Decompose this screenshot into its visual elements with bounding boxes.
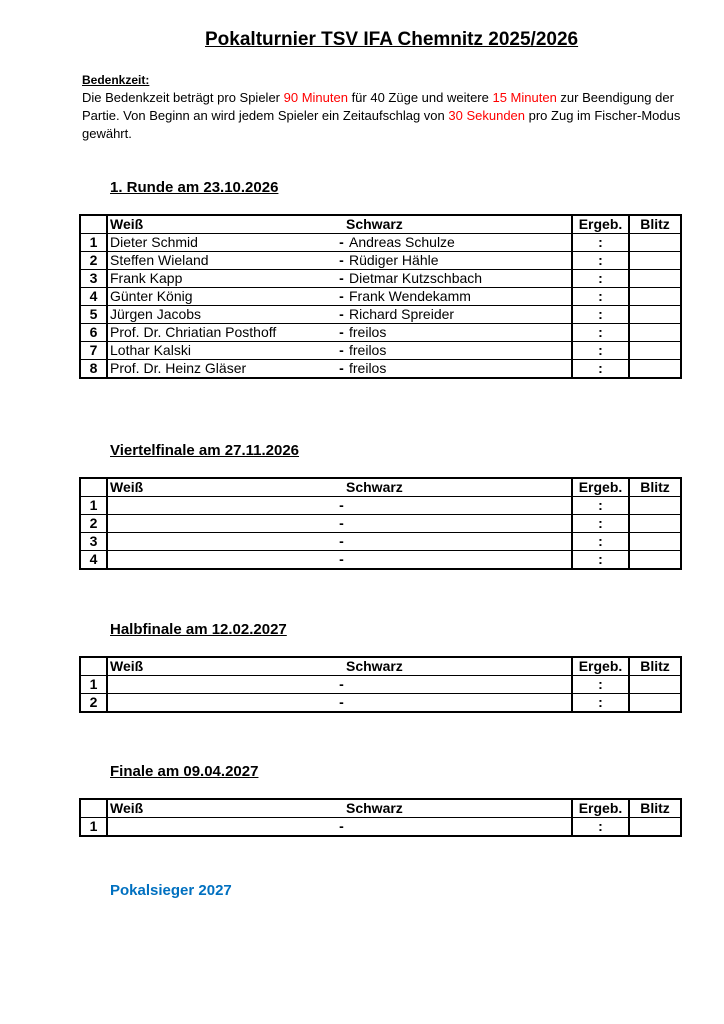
board-number: 2	[80, 252, 107, 270]
blitz-cell	[629, 306, 681, 324]
black-player	[347, 533, 572, 551]
white-player	[107, 676, 336, 694]
white-player	[107, 694, 336, 713]
pairing-separator: -	[336, 252, 347, 270]
black-player	[347, 676, 572, 694]
black-player: Rüdiger Hähle	[347, 252, 572, 270]
pairings-table	[79, 656, 682, 713]
bedenkzeit-text-part-4: pro Zug im Fischer-Modus gewährt.	[82, 108, 681, 141]
header-number	[80, 478, 107, 497]
table-row	[80, 676, 681, 694]
pairing-separator: -	[336, 497, 347, 515]
white-player: Lothar Kalski	[107, 342, 336, 360]
result-cell: :	[572, 551, 629, 570]
board-number: 3	[80, 270, 107, 288]
white-player: Prof. Dr. Chriatian Posthoff	[107, 324, 336, 342]
board-number: 5	[80, 306, 107, 324]
page-title: Pokalturnier TSV IFA Chemnitz 2025/2026	[205, 29, 579, 50]
bedenkzeit-value-1: 90 Minuten	[283, 90, 348, 105]
header-result: Ergeb.	[572, 215, 629, 234]
table-row	[80, 360, 681, 379]
header-result: Ergeb.	[572, 657, 629, 676]
black-player: freilos	[347, 324, 572, 342]
header-white: Weiß	[107, 657, 336, 676]
board-number: 1	[80, 497, 107, 515]
board-number: 1	[80, 676, 107, 694]
board-number: 8	[80, 360, 107, 379]
result-cell: :	[572, 497, 629, 515]
black-player: freilos	[347, 342, 572, 360]
pairing-separator: -	[336, 533, 347, 551]
bedenkzeit-text-part-2: für 40 Züge und weitere	[347, 90, 493, 105]
table-row	[80, 306, 681, 324]
white-player: Frank Kapp	[107, 270, 336, 288]
table-header-row	[80, 478, 681, 497]
black-player	[347, 694, 572, 713]
board-number: 2	[80, 515, 107, 533]
blitz-cell	[629, 252, 681, 270]
blitz-cell	[629, 342, 681, 360]
round-title: Viertelfinale am 27.11.2026	[110, 442, 300, 459]
black-player: Andreas Schulze	[347, 234, 572, 252]
pairing-separator: -	[336, 270, 347, 288]
pairing-separator: -	[336, 324, 347, 342]
board-number: 2	[80, 694, 107, 713]
pairing-separator: -	[336, 360, 347, 379]
white-player: Prof. Dr. Heinz Gläser	[107, 360, 336, 379]
round-title: Finale am 09.04.2027	[110, 763, 259, 780]
result-cell: :	[572, 676, 629, 694]
pairing-separator: -	[336, 234, 347, 252]
bedenkzeit-heading: Bedenkzeit:	[82, 73, 150, 87]
board-number: 4	[80, 551, 107, 570]
white-player: Dieter Schmid	[107, 234, 336, 252]
header-result: Ergeb.	[572, 478, 629, 497]
white-player: Steffen Wieland	[107, 252, 336, 270]
pairings-table	[79, 798, 682, 837]
pairing-separator: -	[336, 306, 347, 324]
table-row	[80, 515, 681, 533]
blitz-cell	[629, 288, 681, 306]
blitz-cell	[629, 676, 681, 694]
board-number: 7	[80, 342, 107, 360]
table-header-row	[80, 657, 681, 676]
header-black: Schwarz	[336, 215, 572, 234]
blitz-cell	[629, 818, 681, 837]
blitz-cell	[629, 515, 681, 533]
black-player	[347, 497, 572, 515]
result-cell: :	[572, 306, 629, 324]
header-blitz: Blitz	[629, 215, 681, 234]
table-row	[80, 270, 681, 288]
black-player: Frank Wendekamm	[347, 288, 572, 306]
header-result: Ergeb.	[572, 799, 629, 818]
white-player	[107, 515, 336, 533]
table-row	[80, 551, 681, 570]
table-row	[80, 342, 681, 360]
header-blitz: Blitz	[629, 478, 681, 497]
table-row	[80, 694, 681, 713]
pairing-separator: -	[336, 515, 347, 533]
board-number: 1	[80, 234, 107, 252]
result-cell: :	[572, 694, 629, 713]
black-player: Dietmar Kutzschbach	[347, 270, 572, 288]
header-white: Weiß	[107, 478, 336, 497]
pairing-separator: -	[336, 288, 347, 306]
table-row	[80, 533, 681, 551]
header-number	[80, 215, 107, 234]
pairing-separator: -	[336, 551, 347, 570]
table-row	[80, 288, 681, 306]
board-number: 6	[80, 324, 107, 342]
header-blitz: Blitz	[629, 799, 681, 818]
black-player: freilos	[347, 360, 572, 379]
board-number: 3	[80, 533, 107, 551]
board-number: 1	[80, 818, 107, 837]
blitz-cell	[629, 533, 681, 551]
white-player	[107, 551, 336, 570]
result-cell: :	[572, 515, 629, 533]
pairings-table	[79, 214, 682, 379]
pairing-separator: -	[336, 676, 347, 694]
blitz-cell	[629, 360, 681, 379]
result-cell: :	[572, 288, 629, 306]
table-row	[80, 252, 681, 270]
round-title: 1. Runde am 23.10.2026	[110, 179, 279, 196]
result-cell: :	[572, 533, 629, 551]
table-header-row	[80, 215, 681, 234]
pairing-separator: -	[336, 694, 347, 713]
pairing-separator: -	[336, 818, 347, 837]
result-cell: :	[572, 360, 629, 379]
header-black: Schwarz	[336, 799, 572, 818]
blitz-cell	[629, 694, 681, 713]
result-cell: :	[572, 252, 629, 270]
table-row	[80, 497, 681, 515]
header-black: Schwarz	[336, 657, 572, 676]
result-cell: :	[572, 342, 629, 360]
white-player	[107, 818, 336, 837]
black-player: Richard Spreider	[347, 306, 572, 324]
white-player	[107, 533, 336, 551]
blitz-cell	[629, 497, 681, 515]
pairing-separator: -	[336, 342, 347, 360]
result-cell: :	[572, 324, 629, 342]
round-title: Halbfinale am 12.02.2027	[110, 621, 287, 638]
black-player	[347, 818, 572, 837]
winner-heading: Pokalsieger 2027	[110, 882, 232, 899]
white-player: Jürgen Jacobs	[107, 306, 336, 324]
blitz-cell	[629, 551, 681, 570]
bedenkzeit-text-part-3: zur Beendigung der Partie. Von Beginn an wird jedem Spieler ein Zeitaufschlag von	[82, 90, 674, 123]
result-cell: :	[572, 234, 629, 252]
pairings-table	[79, 477, 682, 570]
blitz-cell	[629, 270, 681, 288]
bedenkzeit-text	[82, 89, 682, 143]
bedenkzeit-value-3: 30 Sekunden	[448, 108, 526, 123]
blitz-cell	[629, 324, 681, 342]
bedenkzeit-text-part-1: Die Bedenkzeit beträgt pro Spieler	[82, 90, 284, 105]
table-row	[80, 234, 681, 252]
bedenkzeit-value-2: 15 Minuten	[492, 90, 557, 105]
black-player	[347, 515, 572, 533]
header-black: Schwarz	[336, 478, 572, 497]
header-blitz: Blitz	[629, 657, 681, 676]
header-number	[80, 799, 107, 818]
result-cell: :	[572, 270, 629, 288]
board-number: 4	[80, 288, 107, 306]
header-number	[80, 657, 107, 676]
white-player	[107, 497, 336, 515]
header-white: Weiß	[107, 799, 336, 818]
white-player: Günter König	[107, 288, 336, 306]
result-cell: :	[572, 818, 629, 837]
table-header-row	[80, 799, 681, 818]
table-row	[80, 324, 681, 342]
header-white: Weiß	[107, 215, 336, 234]
table-row	[80, 818, 681, 837]
black-player	[347, 551, 572, 570]
blitz-cell	[629, 234, 681, 252]
